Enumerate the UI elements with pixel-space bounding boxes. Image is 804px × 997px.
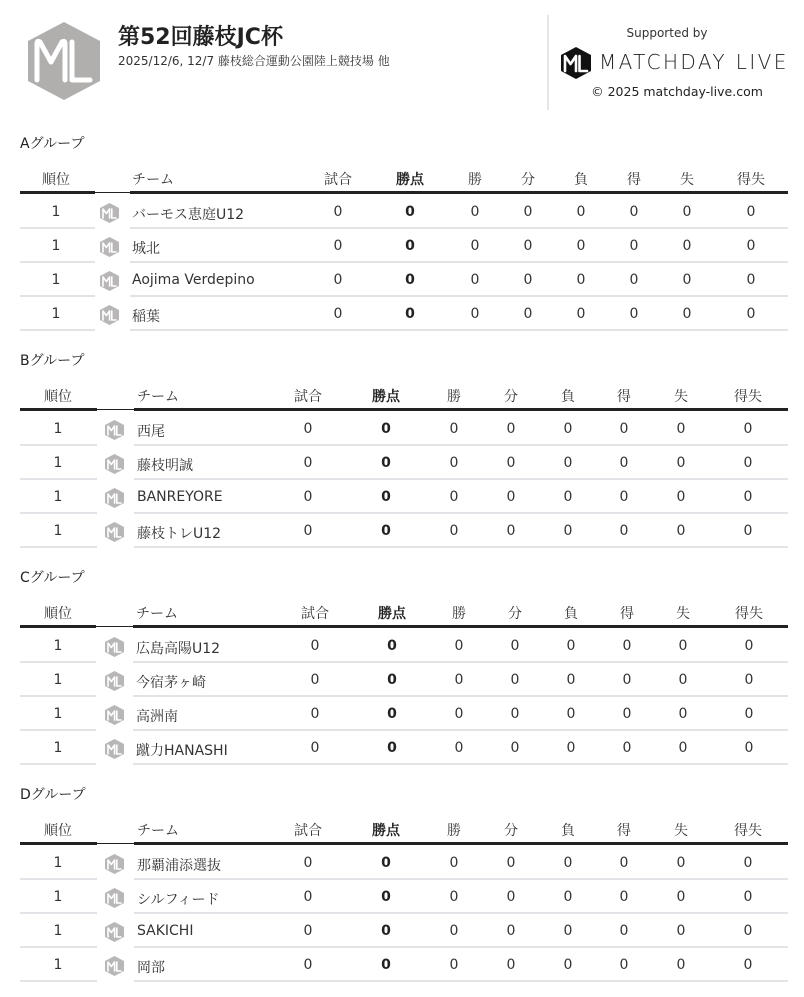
loss-cell: 0 bbox=[563, 855, 573, 871]
team-logo-icon bbox=[105, 637, 124, 657]
goal-diff-cell: 0 bbox=[743, 421, 753, 437]
win-cell: 0 bbox=[454, 638, 464, 654]
group-section bbox=[20, 567, 788, 779]
header-underline bbox=[20, 625, 96, 628]
win-cell: 0 bbox=[470, 306, 480, 322]
draw-cell: 0 bbox=[523, 272, 533, 288]
loss-cell: 0 bbox=[576, 272, 586, 288]
goals-for-cell: 0 bbox=[622, 740, 632, 756]
goals-for-cell: 0 bbox=[619, 855, 629, 871]
team-name-link[interactable]: SAKICHI bbox=[137, 923, 194, 939]
column-header-win[interactable]: 勝 bbox=[447, 823, 461, 839]
column-header-win[interactable]: 勝 bbox=[452, 606, 466, 622]
played-cell: 0 bbox=[310, 638, 320, 654]
column-header-loss[interactable]: 負 bbox=[561, 823, 575, 839]
played-cell: 0 bbox=[303, 923, 313, 939]
column-header-loss[interactable]: 負 bbox=[574, 172, 588, 188]
goals-against-cell: 0 bbox=[678, 638, 688, 654]
matchday-live-brand: MATCHDAY LIVE bbox=[599, 50, 789, 74]
table-row[interactable] bbox=[20, 446, 788, 480]
goals-for-cell: 0 bbox=[619, 523, 629, 539]
goals-against-cell: 0 bbox=[676, 421, 686, 437]
table-header bbox=[20, 595, 788, 627]
loss-cell: 0 bbox=[566, 638, 576, 654]
column-header-goals-for[interactable]: 得 bbox=[627, 172, 641, 188]
played-cell: 0 bbox=[310, 672, 320, 688]
team-logo-icon bbox=[100, 203, 119, 223]
win-cell: 0 bbox=[470, 238, 480, 254]
points-cell: 0 bbox=[381, 421, 391, 437]
loss-cell: 0 bbox=[563, 421, 573, 437]
loss-cell: 0 bbox=[566, 740, 576, 756]
header-underline-logo-col bbox=[96, 626, 133, 627]
points-cell: 0 bbox=[387, 672, 397, 688]
goal-diff-cell: 0 bbox=[743, 957, 753, 973]
goals-against-cell: 0 bbox=[682, 306, 692, 322]
team-logo-icon bbox=[100, 305, 119, 325]
rank-cell: 1 bbox=[53, 523, 63, 539]
goals-against-cell: 0 bbox=[676, 523, 686, 539]
page-title: 第52回藤枝JC杯 bbox=[118, 25, 283, 50]
goals-against-cell: 0 bbox=[676, 855, 686, 871]
table-header bbox=[20, 378, 788, 410]
column-header-rank[interactable]: 順位 bbox=[44, 823, 72, 839]
team-logo-icon bbox=[105, 454, 124, 474]
points-cell: 0 bbox=[381, 855, 391, 871]
group-title: Cグループ bbox=[20, 570, 85, 586]
played-cell: 0 bbox=[310, 706, 320, 722]
draw-cell: 0 bbox=[523, 204, 533, 220]
points-cell: 0 bbox=[381, 889, 391, 905]
column-header-goals-for[interactable]: 得 bbox=[617, 389, 631, 405]
header-underline bbox=[20, 408, 97, 411]
loss-cell: 0 bbox=[576, 238, 586, 254]
column-header-goal-diff[interactable]: 得失 bbox=[737, 172, 765, 188]
goals-for-cell: 0 bbox=[619, 489, 629, 505]
goals-for-cell: 0 bbox=[629, 272, 639, 288]
team-name-link[interactable]: 高洲南 bbox=[136, 709, 178, 725]
points-cell: 0 bbox=[387, 740, 397, 756]
ml-hexagon-logo-icon bbox=[28, 22, 100, 100]
rank-cell: 1 bbox=[51, 238, 61, 254]
goals-against-cell: 0 bbox=[676, 923, 686, 939]
row-divider bbox=[20, 546, 97, 548]
goal-diff-cell: 0 bbox=[743, 923, 753, 939]
rank-cell: 1 bbox=[53, 638, 63, 654]
goals-for-cell: 0 bbox=[619, 421, 629, 437]
draw-cell: 0 bbox=[510, 638, 520, 654]
rank-cell: 1 bbox=[53, 706, 63, 722]
points-cell: 0 bbox=[381, 455, 391, 471]
column-header-team[interactable]: チーム bbox=[137, 823, 179, 839]
goals-against-cell: 0 bbox=[678, 706, 688, 722]
goals-against-cell: 0 bbox=[676, 957, 686, 973]
row-divider bbox=[20, 980, 97, 982]
table-row[interactable] bbox=[20, 948, 788, 982]
draw-cell: 0 bbox=[523, 238, 533, 254]
team-logo-icon bbox=[105, 420, 124, 440]
win-cell: 0 bbox=[454, 740, 464, 756]
team-logo-icon bbox=[105, 739, 124, 759]
played-cell: 0 bbox=[303, 489, 313, 505]
team-logo-icon bbox=[105, 488, 124, 508]
win-cell: 0 bbox=[454, 672, 464, 688]
team-name-link[interactable]: Aojima Verdepino bbox=[132, 272, 255, 288]
column-header-draw[interactable]: 分 bbox=[521, 172, 535, 188]
column-header-played[interactable]: 試合 bbox=[324, 172, 352, 188]
column-header-draw[interactable]: 分 bbox=[508, 606, 522, 622]
standings-table-body bbox=[20, 846, 788, 982]
goal-diff-cell: 0 bbox=[743, 523, 753, 539]
played-cell: 0 bbox=[333, 306, 343, 322]
column-header-goal-diff[interactable]: 得失 bbox=[735, 606, 763, 622]
goals-against-cell: 0 bbox=[678, 672, 688, 688]
team-name-link[interactable]: 西尾 bbox=[137, 424, 165, 440]
column-header-win[interactable]: 勝 bbox=[468, 172, 482, 188]
column-header-team[interactable]: チーム bbox=[136, 606, 178, 622]
column-header-goals-against[interactable]: 失 bbox=[674, 389, 688, 405]
played-cell: 0 bbox=[303, 455, 313, 471]
header-underline bbox=[20, 191, 95, 194]
column-header-played[interactable]: 試合 bbox=[294, 823, 322, 839]
table-row[interactable] bbox=[20, 663, 788, 697]
sponsor-block bbox=[549, 0, 804, 120]
team-name-link[interactable]: 藤枝明誠 bbox=[137, 458, 193, 474]
table-row[interactable] bbox=[20, 297, 788, 331]
column-header-loss[interactable]: 負 bbox=[564, 606, 578, 622]
team-logo-icon bbox=[105, 522, 124, 542]
goals-for-cell: 0 bbox=[619, 889, 629, 905]
goals-for-cell: 0 bbox=[622, 706, 632, 722]
loss-cell: 0 bbox=[563, 923, 573, 939]
win-cell: 0 bbox=[470, 204, 480, 220]
column-header-goals-against[interactable]: 失 bbox=[676, 606, 690, 622]
group-section bbox=[20, 350, 788, 562]
loss-cell: 0 bbox=[563, 957, 573, 973]
ml-hexagon-black-logo-icon bbox=[561, 47, 591, 79]
column-header-rank[interactable]: 順位 bbox=[42, 172, 70, 188]
table-header bbox=[20, 812, 788, 844]
loss-cell: 0 bbox=[576, 306, 586, 322]
win-cell: 0 bbox=[449, 523, 459, 539]
draw-cell: 0 bbox=[506, 889, 516, 905]
table-row[interactable] bbox=[20, 731, 788, 765]
played-cell: 0 bbox=[333, 272, 343, 288]
goals-against-cell: 0 bbox=[678, 740, 688, 756]
rank-cell: 1 bbox=[53, 672, 63, 688]
loss-cell: 0 bbox=[566, 672, 576, 688]
loss-cell: 0 bbox=[576, 204, 586, 220]
played-cell: 0 bbox=[303, 523, 313, 539]
team-logo-icon bbox=[105, 854, 124, 874]
column-header-rank[interactable]: 順位 bbox=[44, 389, 72, 405]
goal-diff-cell: 0 bbox=[744, 638, 754, 654]
team-logo-icon bbox=[105, 705, 124, 725]
goals-for-cell: 0 bbox=[619, 957, 629, 973]
played-cell: 0 bbox=[303, 855, 313, 871]
team-name-link[interactable]: バーモス恵庭U12 bbox=[132, 207, 245, 223]
rank-cell: 1 bbox=[53, 455, 63, 471]
played-cell: 0 bbox=[333, 204, 343, 220]
rank-cell: 1 bbox=[53, 923, 63, 939]
column-header-team[interactable]: チーム bbox=[132, 172, 174, 188]
row-divider bbox=[134, 546, 788, 548]
draw-cell: 0 bbox=[510, 672, 520, 688]
team-name-link[interactable]: 蹴力HANASHI bbox=[136, 743, 228, 759]
team-name-link[interactable]: 今宿茅ヶ崎 bbox=[136, 675, 206, 691]
goal-diff-cell: 0 bbox=[746, 204, 756, 220]
table-row[interactable] bbox=[20, 195, 788, 229]
points-cell: 0 bbox=[387, 638, 397, 654]
header-underline bbox=[130, 191, 788, 194]
header-underline bbox=[134, 408, 788, 411]
draw-cell: 0 bbox=[523, 306, 533, 322]
win-cell: 0 bbox=[449, 957, 459, 973]
team-logo-icon bbox=[105, 956, 124, 976]
team-name-link[interactable]: シルフィード bbox=[137, 892, 220, 908]
loss-cell: 0 bbox=[563, 489, 573, 505]
column-header-goal-diff[interactable]: 得失 bbox=[734, 823, 762, 839]
draw-cell: 0 bbox=[506, 923, 516, 939]
loss-cell: 0 bbox=[563, 889, 573, 905]
win-cell: 0 bbox=[449, 855, 459, 871]
goals-for-cell: 0 bbox=[619, 455, 629, 471]
goal-diff-cell: 0 bbox=[744, 740, 754, 756]
goals-for-cell: 0 bbox=[629, 204, 639, 220]
points-cell: 0 bbox=[405, 272, 415, 288]
group-title: Dグループ bbox=[20, 787, 86, 803]
team-name-link[interactable]: 広島高陽U12 bbox=[136, 641, 221, 657]
goal-diff-cell: 0 bbox=[743, 855, 753, 871]
played-cell: 0 bbox=[303, 889, 313, 905]
played-cell: 0 bbox=[310, 740, 320, 756]
loss-cell: 0 bbox=[563, 455, 573, 471]
team-name-link[interactable]: BANREYORE bbox=[137, 489, 223, 505]
column-header-team[interactable]: チーム bbox=[137, 389, 179, 405]
team-logo-icon bbox=[105, 888, 124, 908]
draw-cell: 0 bbox=[506, 421, 516, 437]
column-header-goals-for[interactable]: 得 bbox=[620, 606, 634, 622]
points-cell: 0 bbox=[387, 706, 397, 722]
column-header-played[interactable]: 試合 bbox=[301, 606, 329, 622]
group-section bbox=[20, 133, 788, 345]
column-header-goal-diff[interactable]: 得失 bbox=[734, 389, 762, 405]
points-cell: 0 bbox=[381, 923, 391, 939]
table-row[interactable] bbox=[20, 697, 788, 731]
goals-against-cell: 0 bbox=[682, 204, 692, 220]
goals-against-cell: 0 bbox=[676, 889, 686, 905]
column-header-points[interactable]: 勝点 bbox=[372, 823, 400, 839]
column-header-win[interactable]: 勝 bbox=[447, 389, 461, 405]
loss-cell: 0 bbox=[563, 523, 573, 539]
goal-diff-cell: 0 bbox=[743, 489, 753, 505]
column-header-points[interactable]: 勝点 bbox=[396, 172, 424, 188]
team-name-link[interactable]: 稲葉 bbox=[132, 309, 160, 325]
draw-cell: 0 bbox=[506, 957, 516, 973]
goal-diff-cell: 0 bbox=[744, 706, 754, 722]
group-title: Aグループ bbox=[20, 136, 85, 152]
header-underline bbox=[133, 625, 788, 628]
header-underline-logo-col bbox=[95, 192, 130, 193]
row-divider bbox=[20, 329, 95, 331]
goal-diff-cell: 0 bbox=[746, 306, 756, 322]
group-section bbox=[20, 784, 788, 996]
column-header-goals-against[interactable]: 失 bbox=[680, 172, 694, 188]
row-divider bbox=[134, 980, 788, 982]
goal-diff-cell: 0 bbox=[746, 238, 756, 254]
goals-against-cell: 0 bbox=[682, 238, 692, 254]
goals-against-cell: 0 bbox=[676, 489, 686, 505]
header-underline-logo-col bbox=[97, 409, 134, 410]
copyright-link[interactable]: © 2025 matchday-live.com bbox=[591, 84, 763, 99]
table-row[interactable] bbox=[20, 480, 788, 514]
draw-cell: 0 bbox=[506, 855, 516, 871]
column-header-points[interactable]: 勝点 bbox=[378, 606, 406, 622]
points-cell: 0 bbox=[405, 204, 415, 220]
rank-cell: 1 bbox=[51, 272, 61, 288]
draw-cell: 0 bbox=[506, 455, 516, 471]
team-logo-icon bbox=[100, 271, 119, 291]
goal-diff-cell: 0 bbox=[743, 455, 753, 471]
goal-diff-cell: 0 bbox=[743, 889, 753, 905]
goal-diff-cell: 0 bbox=[746, 272, 756, 288]
table-row[interactable] bbox=[20, 263, 788, 297]
event-date-venue: 2025/12/6, 12/7 藤枝総合運動公園陸上競技場 他 bbox=[118, 54, 390, 68]
rank-cell: 1 bbox=[53, 957, 63, 973]
goals-against-cell: 0 bbox=[682, 272, 692, 288]
team-name-link[interactable]: 城北 bbox=[132, 241, 160, 257]
standings-table-body bbox=[20, 195, 788, 331]
page-header bbox=[0, 0, 804, 120]
win-cell: 0 bbox=[449, 889, 459, 905]
rank-cell: 1 bbox=[51, 204, 61, 220]
table-row[interactable] bbox=[20, 846, 788, 880]
table-row[interactable] bbox=[20, 229, 788, 263]
goals-for-cell: 0 bbox=[622, 672, 632, 688]
played-cell: 0 bbox=[303, 957, 313, 973]
column-header-goals-for[interactable]: 得 bbox=[617, 823, 631, 839]
supported-by-label: Supported by bbox=[626, 26, 708, 40]
table-header bbox=[20, 161, 788, 193]
table-row[interactable] bbox=[20, 629, 788, 663]
points-cell: 0 bbox=[381, 957, 391, 973]
points-cell: 0 bbox=[381, 523, 391, 539]
header-underline-logo-col bbox=[97, 843, 134, 844]
rank-cell: 1 bbox=[51, 306, 61, 322]
rank-cell: 1 bbox=[53, 489, 63, 505]
team-logo-icon bbox=[105, 922, 124, 942]
team-name-link[interactable]: 藤枝トレU12 bbox=[137, 526, 222, 542]
win-cell: 0 bbox=[454, 706, 464, 722]
points-cell: 0 bbox=[381, 489, 391, 505]
rank-cell: 1 bbox=[53, 740, 63, 756]
column-header-played[interactable]: 試合 bbox=[294, 389, 322, 405]
goals-for-cell: 0 bbox=[619, 923, 629, 939]
played-cell: 0 bbox=[303, 421, 313, 437]
row-divider bbox=[133, 763, 788, 765]
team-logo-icon bbox=[105, 671, 124, 691]
goals-for-cell: 0 bbox=[629, 238, 639, 254]
win-cell: 0 bbox=[449, 455, 459, 471]
row-divider bbox=[20, 763, 96, 765]
rank-cell: 1 bbox=[53, 421, 63, 437]
table-row[interactable] bbox=[20, 514, 788, 548]
standings-table-body bbox=[20, 412, 788, 548]
group-title: Bグループ bbox=[20, 353, 85, 369]
column-header-draw[interactable]: 分 bbox=[504, 823, 518, 839]
draw-cell: 0 bbox=[510, 706, 520, 722]
win-cell: 0 bbox=[449, 489, 459, 505]
header-underline bbox=[20, 842, 97, 845]
column-header-goals-against[interactable]: 失 bbox=[674, 823, 688, 839]
goals-against-cell: 0 bbox=[676, 455, 686, 471]
column-header-draw[interactable]: 分 bbox=[504, 389, 518, 405]
table-row[interactable] bbox=[20, 412, 788, 446]
table-row[interactable] bbox=[20, 880, 788, 914]
table-row[interactable] bbox=[20, 914, 788, 948]
row-divider bbox=[130, 329, 788, 331]
header-underline bbox=[134, 842, 788, 845]
team-name-link[interactable]: 那覇浦添選抜 bbox=[137, 858, 221, 874]
team-name-link[interactable]: 岡部 bbox=[137, 960, 165, 976]
draw-cell: 0 bbox=[506, 523, 516, 539]
points-cell: 0 bbox=[405, 238, 415, 254]
win-cell: 0 bbox=[449, 923, 459, 939]
column-header-rank[interactable]: 順位 bbox=[44, 606, 72, 622]
column-header-loss[interactable]: 負 bbox=[561, 389, 575, 405]
draw-cell: 0 bbox=[506, 489, 516, 505]
rank-cell: 1 bbox=[53, 889, 63, 905]
team-logo-icon bbox=[100, 237, 119, 257]
rank-cell: 1 bbox=[53, 855, 63, 871]
win-cell: 0 bbox=[449, 421, 459, 437]
draw-cell: 0 bbox=[510, 740, 520, 756]
goals-for-cell: 0 bbox=[629, 306, 639, 322]
loss-cell: 0 bbox=[566, 706, 576, 722]
goals-for-cell: 0 bbox=[622, 638, 632, 654]
win-cell: 0 bbox=[470, 272, 480, 288]
goal-diff-cell: 0 bbox=[744, 672, 754, 688]
played-cell: 0 bbox=[333, 238, 343, 254]
standings-table-body bbox=[20, 629, 788, 765]
points-cell: 0 bbox=[405, 306, 415, 322]
column-header-points[interactable]: 勝点 bbox=[372, 389, 400, 405]
